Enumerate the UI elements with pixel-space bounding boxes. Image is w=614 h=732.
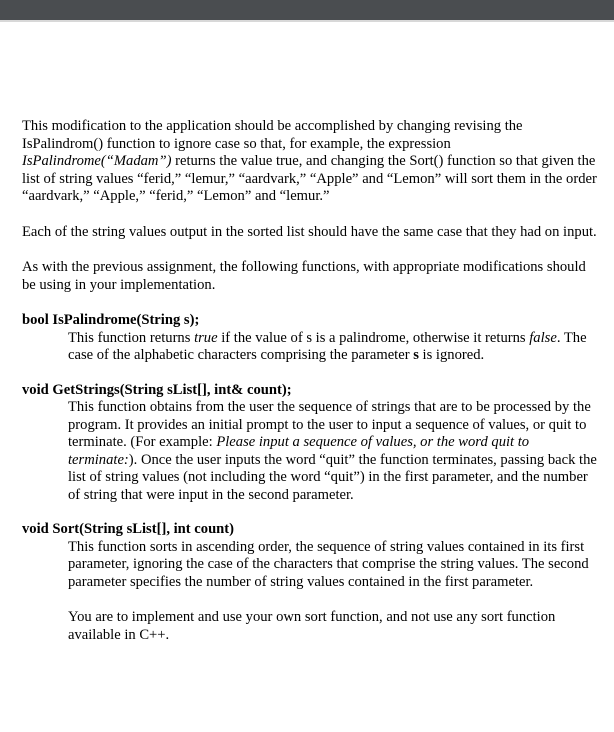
- intro-p1-text-a: This modification to the application should be accomplished by changing revising the IsPalindrom() function to ignore case so that, for example, the expression: [22, 118, 523, 152]
- implementation-note: You are to implement and use your own sort function, and not use any sort function available in C++.: [68, 609, 556, 643]
- function-sort: [22, 521, 598, 644]
- function-description: [68, 399, 598, 504]
- document-page: [22, 118, 598, 661]
- viewer-top-bar: [0, 0, 614, 20]
- function-signature: void Sort(String sList[], int count): [22, 521, 235, 537]
- intro-p1-text-b: returns the value true, and changing the Sort() function so that given the list of string values “ferid,” “lemur,” “aardvark,” “Apple” and “Lemon” will sort them in the order “aardvark,” “Apple,” “ferid,” “Lemon” and “lemur.”: [22, 153, 597, 204]
- function-description: This function sorts in ascending order, the sequence of string values contained in its first parameter, ignoring the case of the characters that comprise the string values. The second parameter specifies the number of string values contained in the first parameter.: [68, 538, 589, 590]
- desc-text: This function returns: [68, 329, 195, 346]
- viewer-top-bar-edge: [0, 20, 614, 22]
- intro-paragraph-3: As with the previous assignment, the following functions, with appropriate modifications should be using in your implementation.: [22, 259, 586, 293]
- function-getstrings: [22, 382, 598, 505]
- desc-text: if the value of s is a palindrome, otherwise it returns: [217, 329, 530, 346]
- desc-text: ). Once the user inputs the word “quit” the function terminates, passing back the list of string values (not including the word “quit”) in the first parameter, and the number of string that were input in the second parameter.: [68, 451, 597, 503]
- desc-text: . The case of the alphabetic characters comprising the parameter: [68, 329, 587, 363]
- desc-italic-prompt-example: Please input a sequence of values, or the word quit to terminate:: [68, 434, 530, 468]
- desc-bold-parameter: s: [413, 347, 419, 363]
- intro-p1-italic-expression: IsPalindrome(“Madam”): [22, 153, 172, 169]
- function-ispalindrome: [22, 312, 598, 365]
- desc-italic-true: true: [194, 329, 218, 346]
- intro-paragraph-2: Each of the string values output in the sorted list should have the same case that they had on input.: [22, 223, 597, 240]
- function-description: [68, 330, 598, 365]
- function-signature: bool IsPalindrome(String s);: [22, 312, 200, 328]
- function-signature: void GetStrings(String sList[], int& count);: [22, 381, 292, 398]
- desc-text: is ignored.: [418, 347, 485, 363]
- desc-text: This function obtains from the user the sequence of strings that are to be processed by the program. It provides an initial prompt to the user to input a sequence of values, or quit to terminate. (For example:: [68, 399, 591, 450]
- desc-italic-false: false: [529, 329, 557, 346]
- intro-paragraph-1: [22, 118, 598, 206]
